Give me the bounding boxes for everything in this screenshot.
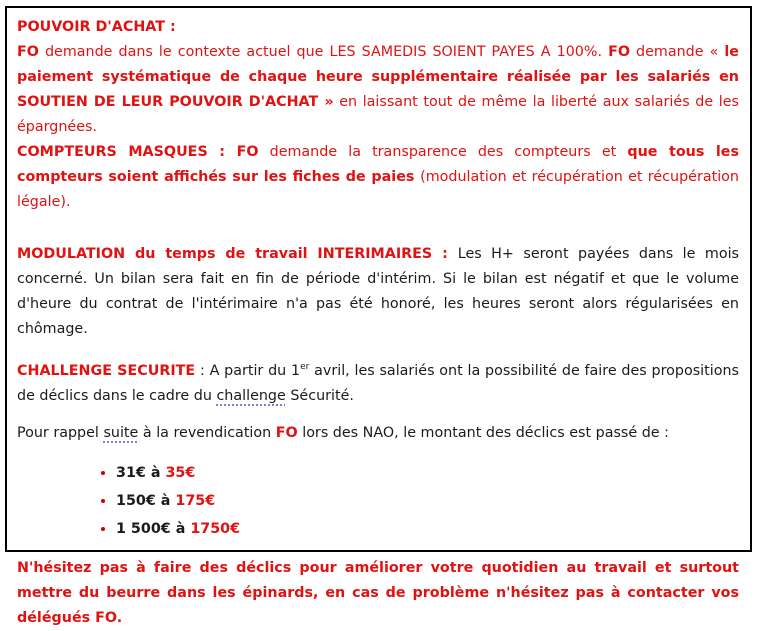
paragraph-modulation bbox=[17, 242, 739, 342]
document-page bbox=[5, 6, 752, 626]
text-segment: Les H+ seront payées dans le mois concerné. Un bilan sera fait en fin de période d'intérim. Si le bilan est négatif et que le volume d'heure du contrat de l'intérimaire n'a pas été honoré, les heures seront alors régularisées en chômage. bbox=[17, 246, 739, 337]
text-segment: en laissant tout de même la liberté aux salariés de les épargnées. bbox=[17, 94, 740, 135]
new-amount: 175€ bbox=[175, 493, 216, 509]
ordinal-superscript: er bbox=[300, 362, 310, 373]
text-segment: Pour rappel bbox=[17, 425, 104, 441]
text-segment: demande « bbox=[630, 44, 725, 60]
paragraph-rappel bbox=[17, 421, 739, 446]
list-item bbox=[116, 459, 739, 487]
text-segment-bold: que tous les compteurs soient affichés sur les fiches de paies bbox=[17, 144, 740, 185]
quoted-demand-text: le paiement systématique de chaque heure supplémentaire réalisée par les salariés en SOUTIEN DE LEUR POUVOIR D'ACHAT » bbox=[17, 44, 739, 110]
fo-label: FO bbox=[17, 44, 39, 60]
old-amount: 1 500€ à bbox=[116, 521, 191, 537]
text-segment: (modulation et récupération et récupération légale). bbox=[17, 169, 739, 210]
text-segment: avril, les salariés ont la possibilité de faire des propositions de déclics dans le cadre du bbox=[17, 363, 739, 404]
old-amount: 150€ à bbox=[116, 493, 176, 509]
text-segment: : A partir du 1 bbox=[195, 363, 301, 379]
text-segment: demande dans le contexte actuel que LES SAMEDIS SOIENT PAYES A 100%. bbox=[38, 44, 609, 60]
new-amount: 35€ bbox=[165, 465, 196, 481]
spellcheck-word: suite bbox=[103, 425, 139, 441]
old-amount: 31€ à bbox=[116, 465, 166, 481]
paragraph-challenge bbox=[17, 359, 739, 409]
heading-challenge-securite: CHALLENGE SECURITE bbox=[17, 363, 196, 379]
text-segment: demande la transparence des compteurs et bbox=[258, 144, 628, 160]
list-item bbox=[116, 487, 739, 515]
paragraph-conclusion: N'hésitez pas à faire des déclics pour améliorer votre quotidien au travail et surtout mettre du beurre dans les épinards, en cas de problème n'hésitez pas à contacter vos délégués FO. bbox=[17, 560, 739, 626]
heading-modulation: MODULATION du temps de travail INTERIMAIRES : bbox=[17, 246, 458, 262]
heading-compteurs-masques: COMPTEURS MASQUES : FO bbox=[17, 144, 259, 160]
text-segment: lors des NAO, le montant des déclics est passé de : bbox=[297, 425, 669, 441]
heading-pouvoir-achat: POUVOIR D'ACHAT : bbox=[17, 19, 176, 35]
declics-amount-list bbox=[116, 459, 739, 543]
fo-label: FO bbox=[608, 44, 630, 60]
spellcheck-word: challenge bbox=[216, 388, 286, 404]
list-item bbox=[116, 515, 739, 543]
text-segment: à la revendication bbox=[138, 425, 276, 441]
new-amount: 1750€ bbox=[190, 521, 241, 537]
paragraph-pouvoir-achat bbox=[17, 15, 739, 215]
fo-label: FO bbox=[275, 425, 298, 441]
text-segment: Sécurité. bbox=[285, 388, 354, 404]
